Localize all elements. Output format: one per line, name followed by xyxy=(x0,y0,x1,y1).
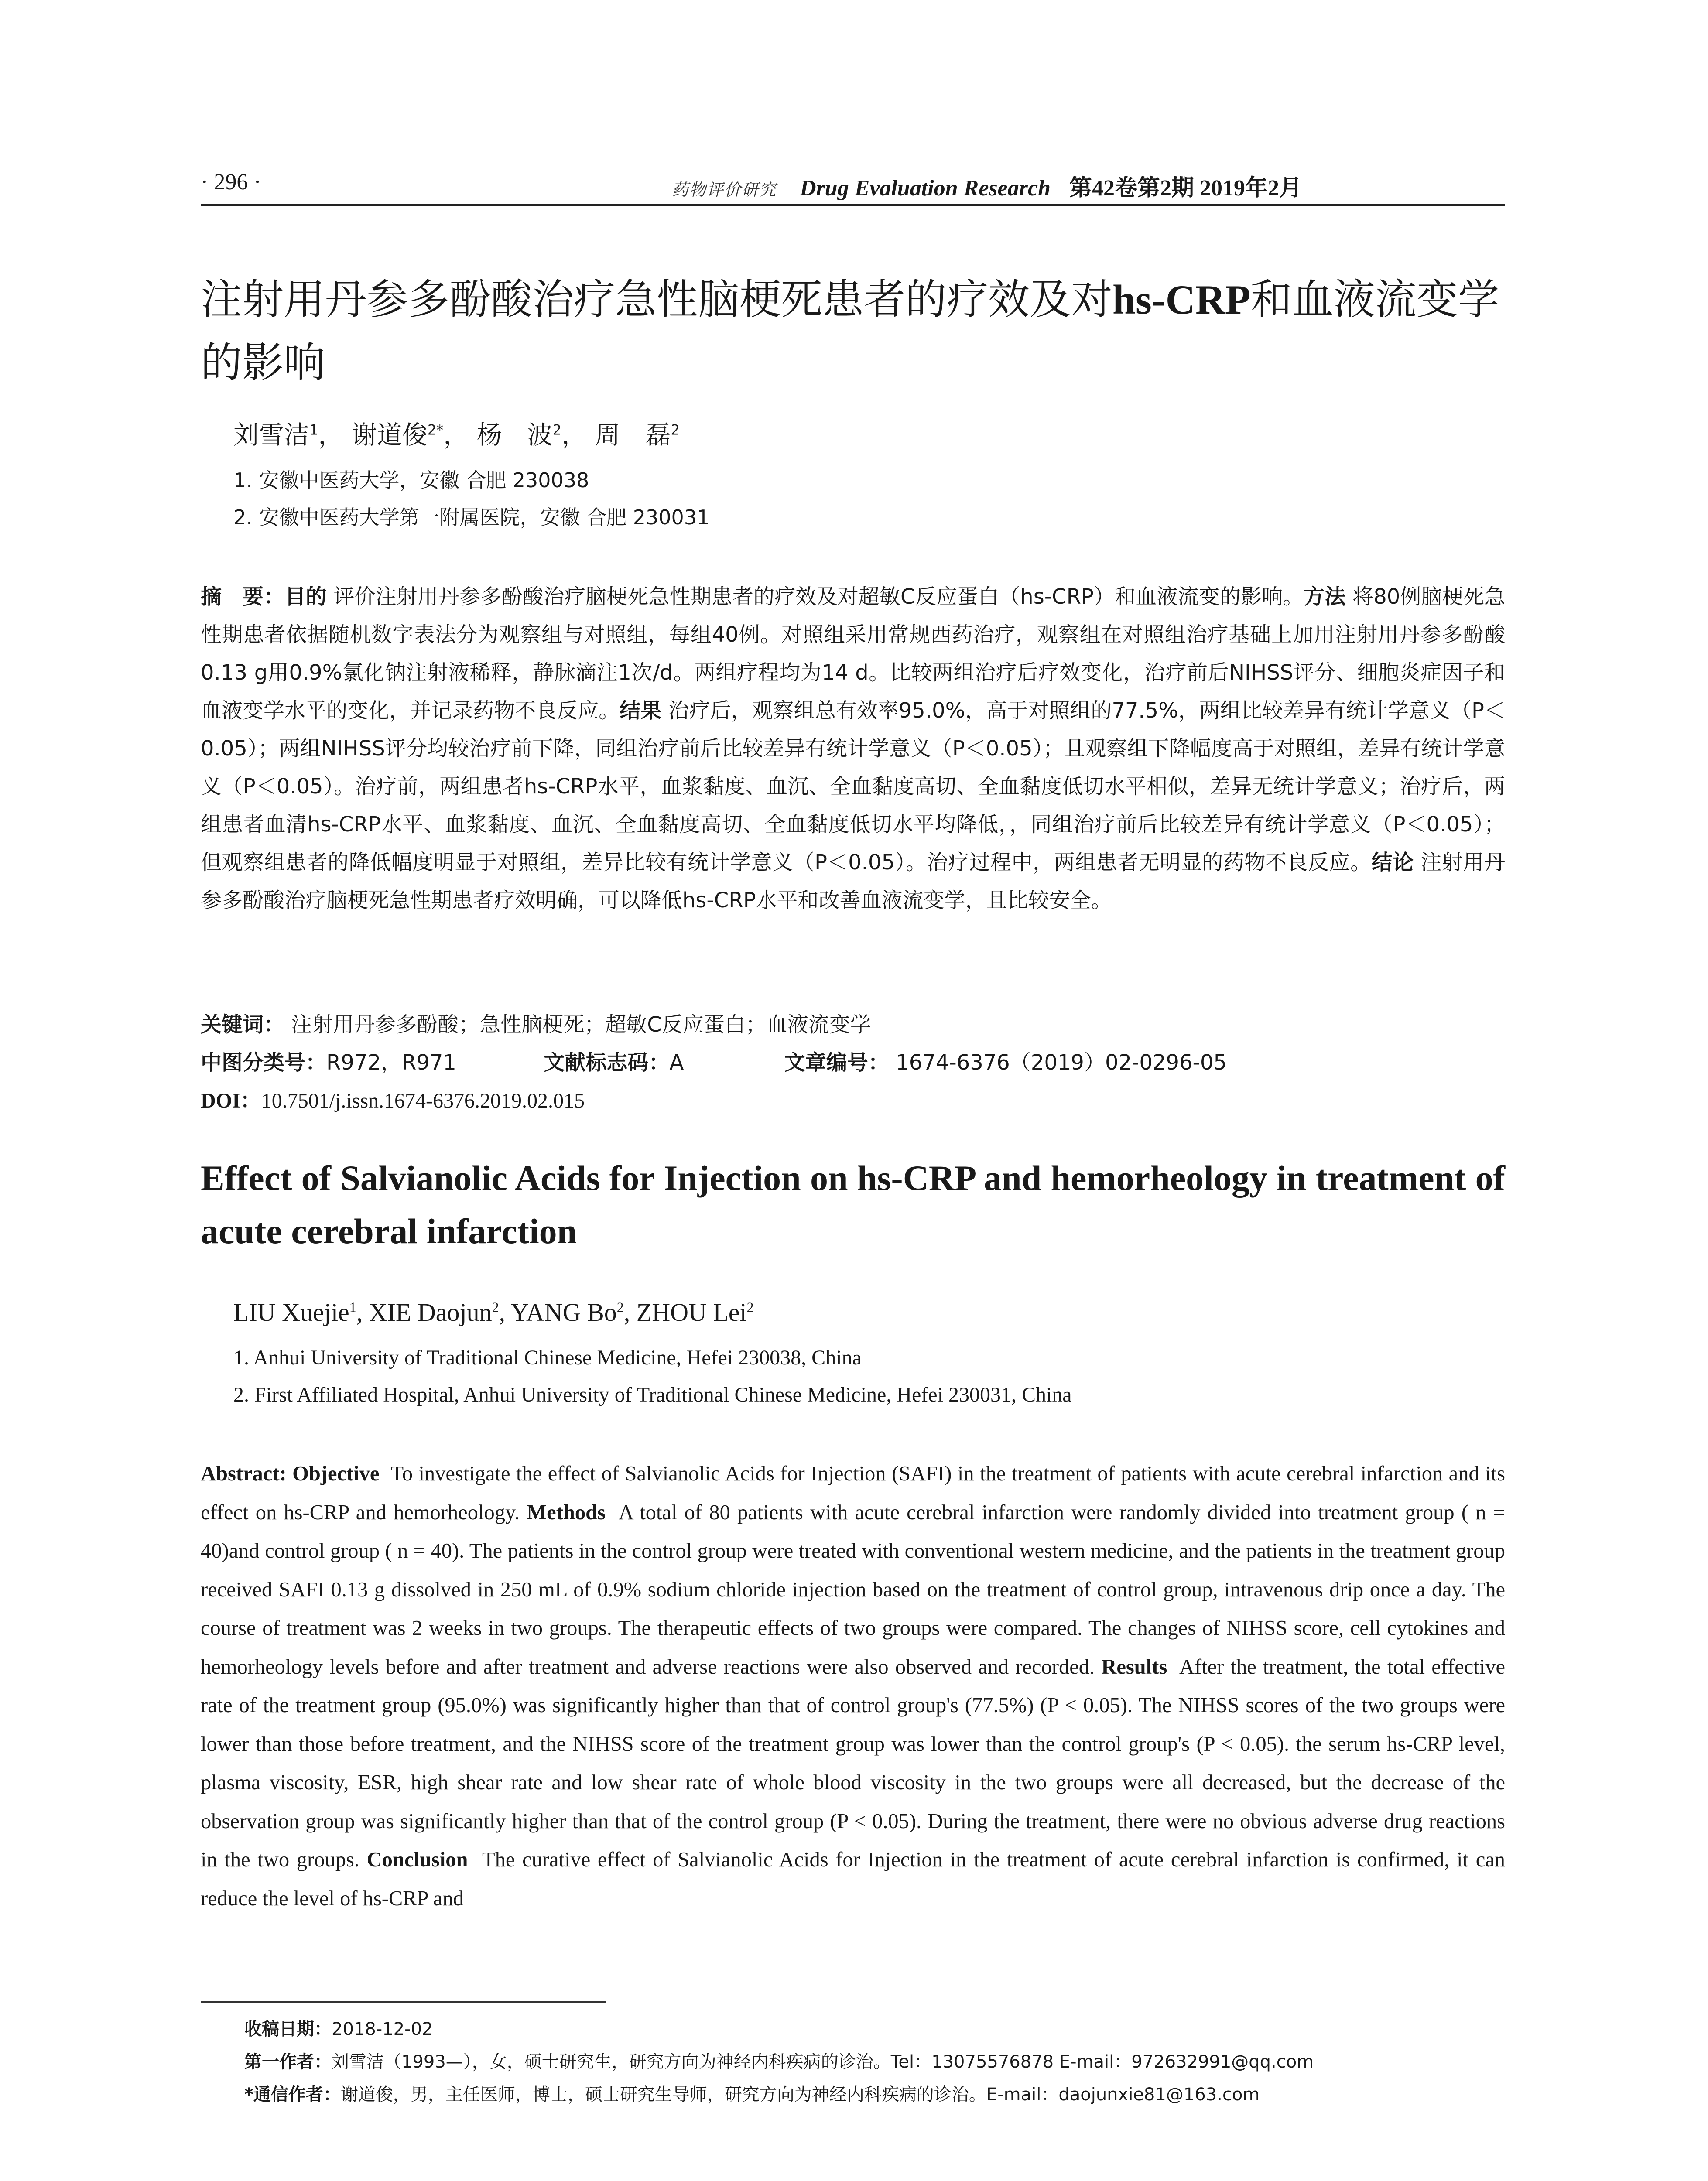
abstract-zh-label: 摘 要： xyxy=(201,585,285,609)
author-zh-sup: 2 xyxy=(552,421,561,438)
abstract-en-label: Abstract: xyxy=(201,1462,287,1485)
running-header xyxy=(201,169,1505,204)
footnote-corresponding xyxy=(244,2081,1260,2106)
author-en-sup: 1 xyxy=(349,1299,356,1315)
results-zh-label: 结果 xyxy=(620,698,662,723)
footnote-text: 刘雪洁（1993—），女，硕士研究生，研究方向为神经内科疾病的诊治。Tel：13075576878 E-mail：972632991@qq.com xyxy=(332,2052,1314,2072)
keywords-zh xyxy=(201,1008,871,1038)
article-no-label: 文章编号： xyxy=(784,1050,889,1075)
abstract-zh xyxy=(201,578,1505,920)
conclusion-en-text: The curative effect of Salvianolic Acids for Injection in the treatment of acute cerebral infarction is confirmed, it can reduce the level of hs-CRP and xyxy=(201,1848,1506,1910)
affiliation-en-2: 2. First Affiliated Hospital, Anhui University of Traditional Chinese Medicine, Hefei 230031, China xyxy=(233,1383,1072,1406)
author-en-sup: 2 xyxy=(492,1299,499,1315)
footnote-rule xyxy=(201,2001,606,2003)
conclusion-zh-text: 注射用丹参多酚酸治疗脑梗死急性期患者疗效明确，可以降低hs-CRP水平和改善血液流变学，且比较安全。 xyxy=(201,850,1505,913)
author-zh-sup: 1 xyxy=(309,421,318,438)
results-en-text: After the treatment, the total effective rate of the treatment group (95.0%) was significantly higher than that of control group's (77.5%) (P < 0.05). The NIHSS scores of the two groups were lower than those before treatment, and the NIHSS score of the treatment group was lower than the control group's (P < 0.05). the serum hs-CRP level, plasma viscosity, ESR, high shear rate and low shear rate of whole blood viscosity in the two groups were all decreased, but the decrease of the observation group was significantly higher than that of the control group (P < 0.05). During the treatment, there were no obvious adverse drug reactions in the two groups. xyxy=(201,1655,1506,1871)
author-zh-name: 杨 波 xyxy=(476,420,553,450)
author-zh-name: 谢道俊 xyxy=(351,420,428,450)
article-no-value: 1674-6376（2019）02-0296-05 xyxy=(896,1050,1227,1075)
author-zh-sup: 2 xyxy=(671,421,680,438)
conclusion-zh-label: 结论 xyxy=(1371,850,1414,875)
author-zh-name: 刘雪洁 xyxy=(233,420,310,450)
doi-line xyxy=(201,1084,585,1114)
journal-logo: 药物评价研究 xyxy=(672,181,777,199)
clc-label: 中图分类号： xyxy=(201,1050,327,1075)
title-en: Effect of Salvianolic Acids for Injection on hs-CRP and hemorheology in treatment of acute cerebral infarction xyxy=(201,1158,1505,1251)
title-zh-part3: 和血液流变学的影响 xyxy=(201,276,1499,387)
journal-name: Drug Evaluation Research xyxy=(800,176,1051,201)
conclusion-en-label: Conclusion xyxy=(366,1848,468,1871)
title-zh-part2: hs-CRP xyxy=(1112,277,1251,323)
keywords-zh-label: 关键词： xyxy=(201,1012,285,1037)
footnote-label: 第一作者： xyxy=(244,2052,332,2072)
methods-en-text: A total of 80 patients with acute cerebral infarction were randomly divided into treatment group ( n = 40)and control group ( n = 40). The patients in the control group were treated with conventional western medicine, and the patients in the treatment group received SAFI 0.13 g dissolved in 250 mL of 0.9% sodium chloride injection based on the treatment of control group, intravenous drip once a day. The course of treatment was 2 weeks in two groups. The therapeutic effects of two groups were compared. The changes of NIHSS score, cell cytokines and hemorheology levels before and after treatment and adverse reactions were also observed and recorded. xyxy=(201,1501,1506,1678)
title-zh-part1: 注射用丹参多酚酸治疗急性脑梗死患者的疗效及对 xyxy=(201,276,1113,324)
footnote-label: 收稿日期： xyxy=(244,2019,332,2039)
clc-value: R972，R971 xyxy=(326,1050,456,1075)
author-en-name: XIE Daojun xyxy=(369,1298,492,1326)
header-rule xyxy=(201,204,1505,206)
doi-value[interactable]: 10.7501/j.issn.1674-6376.2019.02.015 xyxy=(261,1089,585,1112)
methods-zh-text: 将80例脑梗死急性期患者依据随机数字表法分为观察组与对照组，每组40例。对照组采用常规西药治疗，观察组在对照组治疗基础上加用注射用丹参多酚酸0.13 g用0.9%氯化钠注射液稀释，静脉滴注1次/d。两组疗程均为14 d。比较两组治疗后疗效变化，治疗前后NIHSS评分、细胞炎症因子和血液变学水平的变化，并记录药物不良反应。 xyxy=(201,585,1505,723)
doc-code-value: A xyxy=(669,1050,684,1075)
footnote-label: *通信作者： xyxy=(244,2085,341,2105)
abstract-en xyxy=(201,1455,1505,1918)
journal-info xyxy=(672,169,1302,202)
objective-zh-label: 目的 xyxy=(284,585,327,609)
author-en-name: LIU Xuejie xyxy=(233,1298,349,1326)
author-zh-sup: 2* xyxy=(427,421,444,438)
results-zh-text: 治疗后，观察组总有效率95.0%，高于对照组的77.5%，两组比较差异有统计学意义（P＜0.05）；两组NIHSS评分均较治疗前下降，同组治疗前后比较差异有统计学意义（P＜0.05）；且观察组下降幅度高于对照组，差异有统计学意义（P＜0.05）。治疗前，两组患者hs-CRP水平，血浆黏度、血沉、全血黏度高切、全血黏度低切水平相似，差异无统计学意义；治疗后，两组患者血清hs-CRP水平、血浆黏度、血沉、全血黏度高切、全血黏度低切水平均降低，，同组治疗前后比较差异有统计学意义（P＜0.05）；但观察组患者的降低幅度明显于对照组，差异比较有统计学意义（P＜0.05）。治疗过程中，两组患者无明显的药物不良反应。 xyxy=(201,698,1505,875)
doi-label: DOI： xyxy=(201,1089,261,1112)
author-en-sup: 2 xyxy=(616,1299,624,1315)
classification-line xyxy=(201,1046,1227,1076)
results-en-label: Results xyxy=(1101,1655,1167,1678)
objective-en-text: To investigate the effect of Salvianolic Acids for Injection (SAFI) in the treatment of patients with acute cerebral infarction and its effect on hs-CRP and hemorheology. xyxy=(201,1462,1505,1524)
methods-en-label: Methods xyxy=(527,1501,606,1524)
author-zh-name: 周 磊 xyxy=(595,420,671,450)
affiliation-zh-2: 2. 安徽中医药大学第一附属医院，安徽 合肥 230031 xyxy=(233,506,710,529)
authors-zh: 刘雪洁$^1$， 谢道俊$^{2*}$， 杨 波$^2$， 周 磊$^2$ xyxy=(233,420,680,450)
footnote-first-author xyxy=(244,2048,1314,2073)
keywords-zh-text: 注射用丹参多酚酸；急性脑梗死；超敏C反应蛋白；血液流变学 xyxy=(291,1012,871,1037)
objective-zh-text: 评价注射用丹参多酚酸治疗脑梗死急性期患者的疗效及对超敏C反应蛋白（hs-CRP）和血液流变的影响。 xyxy=(333,585,1304,609)
author-en-sup: 2 xyxy=(746,1299,754,1315)
affiliation-zh-1: 1. 安徽中医药大学，安徽 合肥 230038 xyxy=(233,468,589,492)
footnote-text: 谢道俊，男，主任医师，博士，硕士研究生导师，研究方向为神经内科疾病的诊治。E-mail：daojunxie81@163.com xyxy=(340,2085,1260,2105)
page-number: · 296 · xyxy=(201,170,261,195)
journal-volume: 第42卷第2期 2019年2月 xyxy=(1069,176,1302,201)
title-zh xyxy=(201,268,1509,395)
methods-zh-label: 方法 xyxy=(1304,585,1346,609)
authors-en: LIU Xuejie$^1$, XIE Daojun$^2$, YANG Bo$^2$, ZHOU Lei$^2$ xyxy=(233,1298,754,1326)
footnote-text: 2018-12-02 xyxy=(332,2019,433,2039)
affiliation-en-1: 1. Anhui University of Traditional Chinese Medicine, Hefei 230038, China xyxy=(233,1346,862,1369)
author-en-name: YANG Bo xyxy=(510,1298,617,1326)
objective-en-label: Objective xyxy=(292,1462,380,1485)
author-en-name: ZHOU Lei xyxy=(636,1298,747,1326)
doc-code-label: 文献标志码： xyxy=(544,1050,670,1075)
footnote-received xyxy=(244,2015,433,2040)
